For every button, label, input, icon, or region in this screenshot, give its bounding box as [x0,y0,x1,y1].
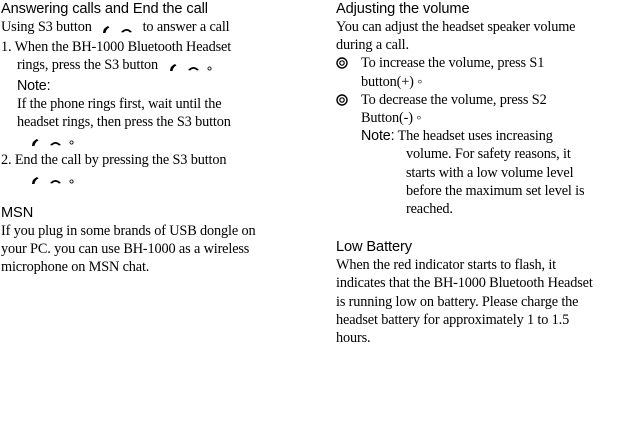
phone-hangup-icon [187,64,200,72]
right-column [336,0,624,347]
small-circle-icon [207,66,212,71]
phone-pickup-icon [101,25,113,35]
phone-pickup-icon [30,138,42,148]
msn-line3: microphone on MSN chat. [1,259,150,276]
volume-bullet2-line1: To decrease the volume, press S2 [361,91,547,108]
volume-note-line3: starts with a low volume level [406,164,574,181]
step1-line2-text: rings, press the S3 button [17,57,159,74]
battery-heading: Low Battery [336,239,412,256]
msn-line1: If you plug in some brands of USB dongle on [1,222,256,239]
volume-bullet1-line2: button(+) ◦ [361,73,423,90]
double-circle-bullet-icon [336,54,361,72]
call-icons [101,20,133,38]
step2-icons-line [1,170,301,190]
left-column [1,0,301,276]
answer-note-line2: headset rings, then press the S3 button [17,114,231,131]
battery-line4: headset battery for approximately 1 to 1.5 [336,311,570,328]
phone-hangup-icon [49,177,62,185]
volume-heading: Adjusting the volume [336,1,470,17]
double-circle-bullet-icon [336,91,361,109]
volume-note-line2: volume. For safety reasons, it [406,146,571,163]
volume-note-line1 [336,127,624,145]
volume-bullet1-line1: To increase the volume, press S1 [361,55,545,72]
answer-intro-line [1,18,301,38]
volume-bullet2 [336,91,624,109]
volume-note-line4: before the maximum set level is [406,182,585,199]
volume-note-label: Note: [361,128,395,145]
step1-icons [168,58,212,76]
battery-line5: hours. [336,330,371,347]
small-circle-icon [69,179,74,184]
answer-note-icons-line [1,131,301,151]
msn-heading: MSN [1,204,34,221]
phone-hangup-icon [120,26,133,34]
note-icons [30,133,74,151]
msn-line2: your PC. you can use BH-1000 as a wireless [1,241,250,258]
answer-note-line1: If the phone rings first, wait until the [17,95,222,112]
volume-line2: during a call. [336,37,409,54]
volume-line1: You can adjust the headset speaker volume [336,19,576,35]
phone-pickup-icon [30,176,42,186]
volume-bullet2-line2: Button(-) ◦ [361,110,422,127]
answer-intro-text: Using S3 button [1,19,92,35]
step2-icons [30,172,74,190]
battery-line3: is running low on battery. Please charge the [336,293,579,310]
answer-intro-suffix: to answer a call [142,19,230,35]
volume-bullet1 [336,54,624,72]
step1-line1: 1. When the BH-1000 Bluetooth Headset [1,39,232,56]
battery-line2: indicates that the BH-1000 Bluetooth Headset [336,275,593,292]
step2-line1: 2. End the call by pressing the S3 button [1,152,227,169]
answer-note-label: Note: [17,77,51,94]
phone-pickup-icon [168,63,180,73]
step1-line2 [1,56,301,76]
volume-note-line5: reached. [406,201,453,218]
volume-note-text1: The headset uses increasing [397,128,553,145]
battery-line1: When the red indicator starts to flash, it [336,257,557,274]
phone-hangup-icon [49,139,62,147]
answer-heading: Answering calls and End the call [1,1,208,17]
small-circle-icon [69,140,74,145]
